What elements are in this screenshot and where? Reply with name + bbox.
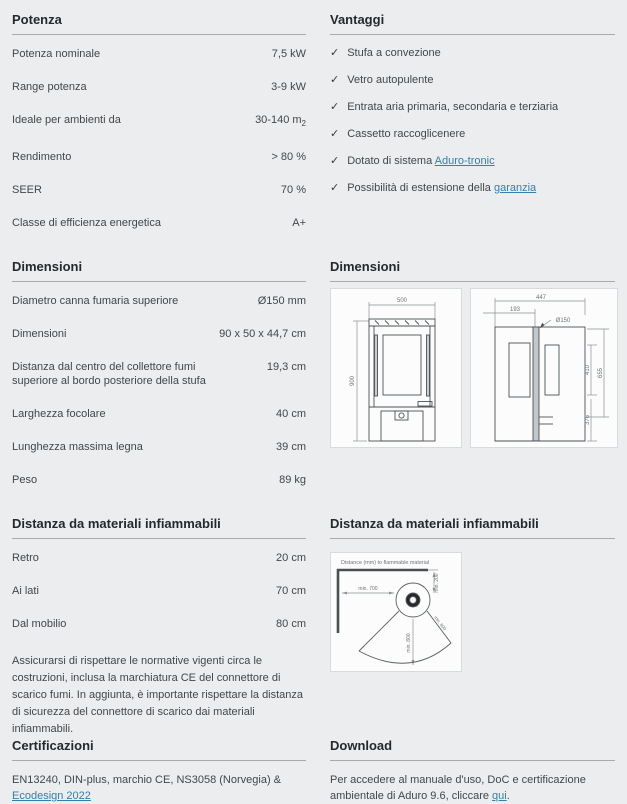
spec-row-retro — [12, 539, 306, 574]
advantage-label: Cassetto raccoglicenere — [347, 128, 466, 140]
check-icon: ✓ — [330, 74, 340, 86]
potenza-title: Potenza — [12, 12, 306, 35]
dimensioni-diagrams-section — [330, 259, 615, 516]
spec-value: 19,3 cm — [266, 361, 306, 373]
spec-value: 70 % — [280, 184, 306, 197]
spec-row-lunghezza-legna — [12, 430, 306, 463]
svg-text:410: 410 — [585, 364, 591, 376]
dimensioni-diagrams — [330, 288, 615, 448]
svg-text:193: 193 — [509, 307, 521, 313]
download-section — [330, 738, 615, 804]
spec-value: A+ — [292, 217, 306, 230]
dimensioni-diagram-title: Dimensioni — [330, 259, 615, 282]
svg-text:500: 500 — [396, 298, 408, 304]
advantage-label: Dotato di sistema Aduro-tronic — [347, 155, 495, 167]
aduro-tronic-link[interactable]: Aduro-tronic — [434, 155, 495, 167]
spec-row-larghezza-focolare — [12, 397, 306, 430]
clearance-section — [12, 516, 306, 738]
spec-value: 7,5 kW — [271, 48, 306, 60]
svg-text:376: 376 — [585, 414, 591, 426]
spec-row-dimensioni — [12, 317, 306, 350]
spec-label: Classe di efficienza energetica — [12, 217, 161, 230]
spec-label: Range potenza — [12, 81, 87, 93]
spec-label: Ideale per ambienti da — [12, 114, 121, 126]
advantage-item — [330, 175, 615, 202]
spec-value: Ø150 mm — [257, 295, 306, 307]
clearance-title: Distanza da materiali infiammabili — [12, 516, 306, 539]
check-icon: ✓ — [330, 128, 340, 140]
advantage-label: Vetro autopulente — [347, 74, 434, 86]
svg-text:900: 900 — [350, 375, 356, 387]
svg-text:655: 655 — [598, 367, 604, 379]
advantage-item — [330, 121, 615, 148]
spec-row-rendimento — [12, 140, 306, 173]
spec-row-diametro-canna — [12, 282, 306, 317]
side-view-drawing — [470, 288, 618, 448]
spec-value: 80 cm — [276, 618, 306, 630]
spec-label: Rendimento — [12, 151, 72, 164]
spec-row-classe-energetica — [12, 206, 306, 239]
certificazioni-section — [12, 738, 306, 804]
clearance-note: Assicurarsi di rispettare le normative vigenti circa le costruzioni, inclusa la marchiatura CE del connettore di scarico fumi. In aggiunta, è importante rispettare la distanza di sicurezza del connettore di scarico dai materiali infiammabili. — [12, 655, 304, 735]
advantage-label: Possibilità di estensione della garanzia — [347, 182, 537, 194]
svg-text:Ø150: Ø150 — [555, 318, 571, 324]
spec-value: 89 kg — [279, 474, 306, 486]
advantage-item — [330, 67, 615, 94]
spec-value: 70 cm — [276, 585, 306, 597]
check-icon: ✓ — [330, 47, 340, 59]
spec-label: Diametro canna fumaria superiore — [12, 295, 179, 307]
svg-text:min. 800: min. 800 — [406, 633, 412, 653]
spec-row-range-potenza — [12, 70, 306, 103]
spec-value: 40 cm — [276, 408, 306, 420]
spec-row-seer — [12, 173, 306, 206]
spec-label: Dal mobilio — [12, 618, 67, 630]
vantaggi-title: Vantaggi — [330, 12, 615, 35]
front-view-drawing — [330, 288, 462, 448]
spec-row-potenza-nominale — [12, 35, 306, 70]
spec-label: Lunghezza massima legna — [12, 441, 143, 453]
spec-value: 30-140 $m_2$ — [255, 114, 306, 129]
spec-row-peso — [12, 463, 306, 496]
spec-value: > 80 % — [271, 151, 306, 164]
dimensioni-section — [12, 259, 306, 516]
advantage-label: Entrata aria primaria, secondaria e terziaria — [347, 101, 559, 113]
advantages-list — [330, 40, 615, 202]
vantaggi-section — [330, 12, 615, 259]
spec-value: 90 x 50 x 44,7 cm — [219, 328, 306, 340]
spec-label: Retro — [12, 552, 39, 564]
certificazioni-title: Certificazioni — [12, 738, 306, 761]
certificazioni-text: EN13240, DIN-plus, marchio CE, NS3058 (Norvegia) & Ecodesign 2022 — [12, 774, 282, 802]
spec-label: Potenza nominale — [12, 48, 101, 60]
advantage-label: Stufa a convezione — [347, 47, 441, 59]
download-title: Download — [330, 738, 615, 761]
svg-text:447: 447 — [535, 295, 547, 301]
advantage-item — [330, 148, 615, 175]
clearance-drawing — [330, 552, 462, 672]
advantage-item — [330, 94, 615, 121]
spec-value: 3-9 kW — [271, 81, 306, 93]
check-icon: ✓ — [330, 155, 340, 167]
spec-label: Peso — [12, 474, 38, 486]
svg-text:min. 200: min. 200 — [434, 573, 440, 593]
subscript: 2 — [301, 119, 306, 129]
download-text: Per accedere al manuale d'uso, DoC e certificazione ambientale di Aduro 9.6, cliccare qui. — [330, 774, 586, 802]
spec-label: Dimensioni — [12, 328, 67, 340]
ecodesign-link[interactable]: Ecodesign 2022 — [12, 790, 91, 802]
spec-row-ambienti — [12, 103, 306, 140]
spec-row-dal-mobilio — [12, 607, 306, 640]
spec-row-distanza-collettore — [12, 350, 306, 397]
advantage-item — [330, 40, 615, 67]
svg-text:Distance (mm) to flammable mat: Distance (mm) to flammable material — [341, 560, 430, 566]
svg-text:min. 700: min. 700 — [358, 586, 378, 592]
check-icon: ✓ — [330, 101, 340, 113]
check-icon: ✓ — [330, 182, 340, 194]
spec-label: Distanza dal centro del collettore fumi superiore al bordo posteriore della stufa — [12, 361, 206, 387]
download-qui-link[interactable]: qui — [492, 790, 507, 802]
garanzia-link[interactable]: garanzia — [493, 182, 537, 194]
spec-label: SEER — [12, 184, 42, 197]
spec-value: 39 cm — [276, 441, 306, 453]
spec-value: 20 cm — [276, 552, 306, 564]
potenza-section — [12, 12, 306, 259]
svg-text:min. 800: min. 800 — [433, 614, 448, 632]
clearance-diagram-section — [330, 516, 615, 727]
spec-label: Larghezza focolare — [12, 408, 106, 420]
spec-label: Ai lati — [12, 585, 39, 597]
spec-row-ai-lati — [12, 574, 306, 607]
dimensioni-title: Dimensioni — [12, 259, 306, 282]
clearance-diagram-title: Distanza da materiali infiammabili — [330, 516, 615, 539]
